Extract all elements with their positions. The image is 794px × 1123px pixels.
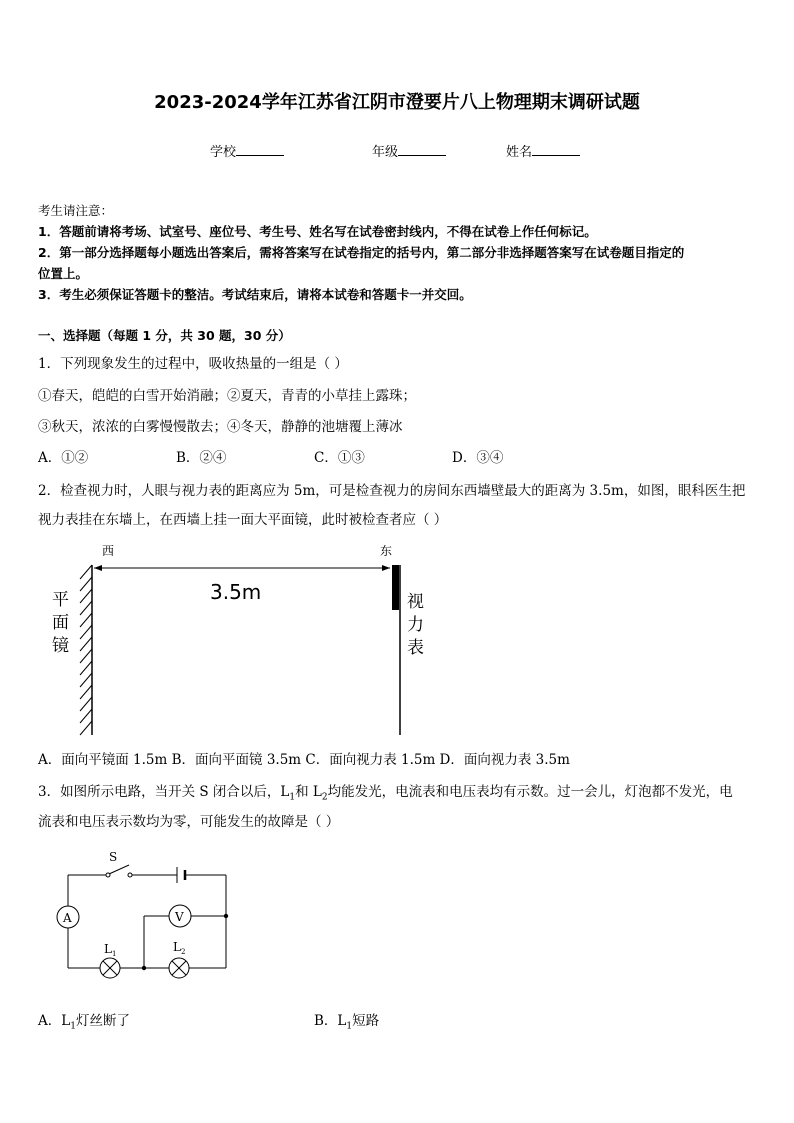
- q2-line2: 视力表挂在东墙上，在西墙上挂一面大平面镜，此时被检查者应（ ）: [38, 512, 448, 528]
- junction-bottom: [142, 966, 146, 970]
- label-chart-1: 视: [407, 592, 424, 612]
- q3-opt-a-sub: 1: [70, 1021, 76, 1032]
- q1-option-d: D．③④: [452, 450, 504, 466]
- q3-opt-b-sub: 1: [346, 1021, 353, 1032]
- q3-opt-a-text: A．L: [38, 1013, 71, 1029]
- label-distance: 3.5m: [210, 580, 262, 604]
- school-label: 学校: [210, 145, 237, 160]
- eye-chart-board: [392, 565, 399, 610]
- switch-blade: [109, 865, 129, 874]
- q3-opt-a-rest: 灯丝断了: [75, 1013, 130, 1029]
- q3-option-a: [38, 1009, 130, 1032]
- voltmeter-label: V: [175, 910, 184, 924]
- q3-text-c: 均能发光，电流表和电压表均有示数。过一会儿，灯泡都不发光，电: [327, 784, 733, 800]
- ammeter-label: A: [63, 911, 72, 925]
- q1-stem: 1．下列现象发生的过程中，吸收热量的一组是（ ）: [38, 356, 348, 372]
- q3-opt-b-text: B．L: [314, 1013, 347, 1029]
- school-field: [210, 141, 284, 160]
- label-chart-2: 力: [407, 615, 424, 635]
- q3-sub-1: 1: [289, 792, 296, 803]
- grade-field: [372, 141, 446, 160]
- q2-options: A．面向平镜面 1.5m B．面向平面镜 3.5m C．面向视力表 1.5m D．面向视力表 3.5m: [38, 752, 570, 768]
- label-west: 西: [102, 544, 115, 558]
- switch-contact-right: [128, 873, 132, 877]
- q2-line1: 2．检查视力时，人眼与视力表的距离应为 5m，可是检查视力的房间东西墙壁最大的距离为 3.5m，如图，眼科医生把: [38, 483, 746, 499]
- l1-sub: 1: [112, 950, 117, 958]
- name-field: [506, 141, 580, 160]
- q3-sub-2: 2: [321, 792, 328, 803]
- school-blank: [236, 143, 284, 156]
- grade-label: 年级: [372, 145, 399, 160]
- notice-header: 考生请注意：: [38, 203, 114, 218]
- label-east: 东: [380, 544, 393, 558]
- mirror-diagram: [40, 535, 460, 745]
- q1-line2: ③秋天，浓浓的白雾慢慢散去；④冬天，静静的池塘覆上薄冰: [38, 419, 403, 435]
- label-mirror-1: 平: [52, 590, 69, 610]
- arrowhead-right: [382, 565, 390, 571]
- mirror-hatching: [80, 565, 92, 735]
- arrowhead-left: [94, 565, 102, 571]
- grade-blank: [398, 143, 446, 156]
- page-title: 2023-2024学年江苏省江阴市澄要片八上物理期末调研试题: [154, 92, 640, 113]
- name-blank: [532, 143, 580, 156]
- circuit-diagram: [45, 845, 245, 985]
- q3-line2: 流表和电压表示数均为零，可能发生的故障是（ ）: [38, 814, 340, 830]
- switch-contact-left: [106, 873, 110, 877]
- label-chart-3: 表: [407, 638, 424, 658]
- q3-text-a: 3．如图所示电路，当开关 S 闭合以后，L: [38, 784, 290, 800]
- notice-item-2: 2．第一部分选择题每小题选出答案后，需将答案写在试卷指定的括号内，第二部分非选择题答案写在试卷题目指定的: [38, 245, 685, 260]
- q3-line1: [38, 780, 733, 803]
- q3-option-b: [314, 1009, 379, 1032]
- q3-opt-b-rest: 短路: [352, 1013, 380, 1029]
- section-heading: 一、选择题（每题 1 分，共 30 题，30 分）: [38, 328, 291, 343]
- label-mirror-2: 面: [52, 613, 69, 633]
- q1-option-b: B．②④: [176, 450, 227, 466]
- name-label: 姓名: [506, 145, 533, 160]
- l2-sub: 2: [181, 948, 186, 956]
- notice-item-3: 3．考生必须保证答题卡的整洁。考试结束后，请将本试卷和答题卡一并交回。: [38, 287, 472, 302]
- q1-line1: ①春天，皑皑的白雪开始消融；②夏天，青青的小草挂上露珠；: [38, 388, 416, 404]
- switch-label: S: [109, 850, 118, 864]
- q1-option-a: A．①②: [38, 450, 89, 466]
- notice-item-2-cont: 位置上。: [38, 266, 89, 281]
- label-mirror-3: 镜: [52, 636, 69, 656]
- junction-right: [224, 914, 228, 918]
- q3-text-b: 和 L: [295, 784, 322, 800]
- l2-label: L: [173, 940, 181, 954]
- l1-label: L: [104, 942, 112, 956]
- notice-item-1: 1．答题前请将考场、试室号、座位号、考生号、姓名写在试卷密封线内，不得在试卷上作任何标记。: [38, 224, 597, 239]
- q1-option-c: C．①③: [314, 450, 365, 466]
